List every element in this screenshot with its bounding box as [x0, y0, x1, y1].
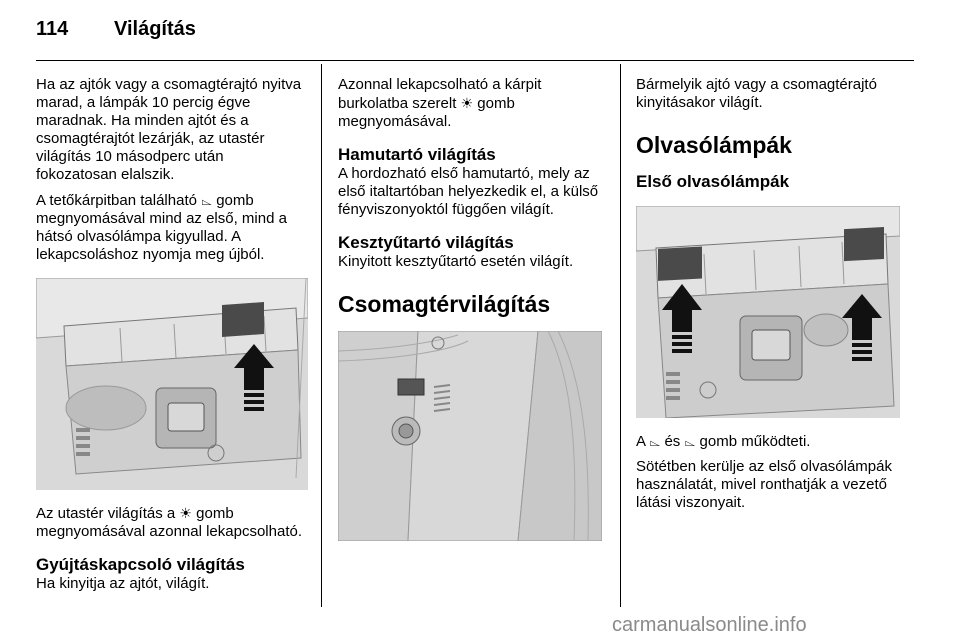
paragraph-ignition-lighting: Ha kinyitja az ajtót, világít. — [36, 575, 210, 592]
left-reading-lamp-symbol-icon: ⌳ — [649, 433, 661, 449]
paragraph-door-open: Ha az ajtók vagy a csomagtérajtó nyitva marad, a lámpák 10 percig égve maradnak. Ha minden ajtót és a csomagtérajtót lezárják, az utastér világítás 10 másodperc után fokozatosan elalszik. — [36, 76, 302, 183]
page-number: 114 — [36, 18, 69, 40]
right-reading-lamp-symbol-icon: ⌳ — [684, 433, 696, 449]
figure-front-reading-lamps — [636, 206, 900, 418]
figure-cargo-light — [338, 331, 602, 541]
column-3 — [636, 76, 908, 519]
both-lamps-symbol-icon: ⌳ — [201, 192, 213, 208]
column-divider-2 — [620, 64, 621, 607]
heading-ashtray-lighting: Hamutartó világítás — [338, 145, 496, 164]
paragraph-headliner-button: A tetőkárpitban található ⌳ gomb megnyomásával mind az első, mind a hátsó olvasólámpa kigyullad. A lekapcsoláshoz nyomja meg újból. — [36, 192, 287, 263]
interior-light-symbol-icon: ☀ — [179, 505, 192, 521]
paragraph-cargo-light: Bármelyik ajtó vagy a csomagtérajtó kinyitásakor világít. — [636, 76, 877, 111]
paragraph-reading-warning: Sötétben kerülje az első olvasólámpák használatát, mivel ronthatják a vezető látási viszonyait. — [636, 458, 892, 511]
interior-light-symbol-icon: ☀ — [460, 95, 474, 111]
header-rule — [36, 60, 914, 61]
heading-front-reading-lamps: Első olvasólámpák — [636, 172, 790, 191]
column-divider-1 — [321, 64, 322, 607]
page-header — [36, 14, 916, 44]
paragraph-glovebox-lighting: Kinyitott kesztyűtartó esetén világít. — [338, 253, 574, 270]
page-title: Világítás — [114, 18, 196, 40]
paragraph-interior-off: Az utastér világítás a ☀ gomb megnyomásával azonnal lekapcsolható. — [36, 505, 302, 540]
paragraph-ashtray-lighting: A hordozható első hamutartó, mely az első italtartóban helyezkedik el, a külső fényviszonyoktól függően világít. — [338, 165, 599, 218]
heading-cargo-lighting: Csomagtérvilágítás — [338, 291, 551, 317]
figure-headliner-console — [36, 278, 308, 490]
paragraph-immediate-off: Azonnal lekapcsolható a kárpit burkolatba szerelt ☀ gomb megnyomásával. — [338, 76, 542, 130]
column-1 — [36, 76, 308, 600]
watermark: carmanualsonline.info — [612, 614, 807, 636]
heading-reading-lamps: Olvasólámpák — [636, 132, 792, 158]
heading-ignition-lighting: Gyújtáskapcsoló világítás — [36, 555, 245, 574]
paragraph-reading-buttons: A ⌳ és ⌳ gomb működteti. — [636, 433, 811, 450]
column-2 — [338, 76, 606, 555]
heading-glovebox-lighting: Kesztyűtartó világítás — [338, 233, 514, 252]
